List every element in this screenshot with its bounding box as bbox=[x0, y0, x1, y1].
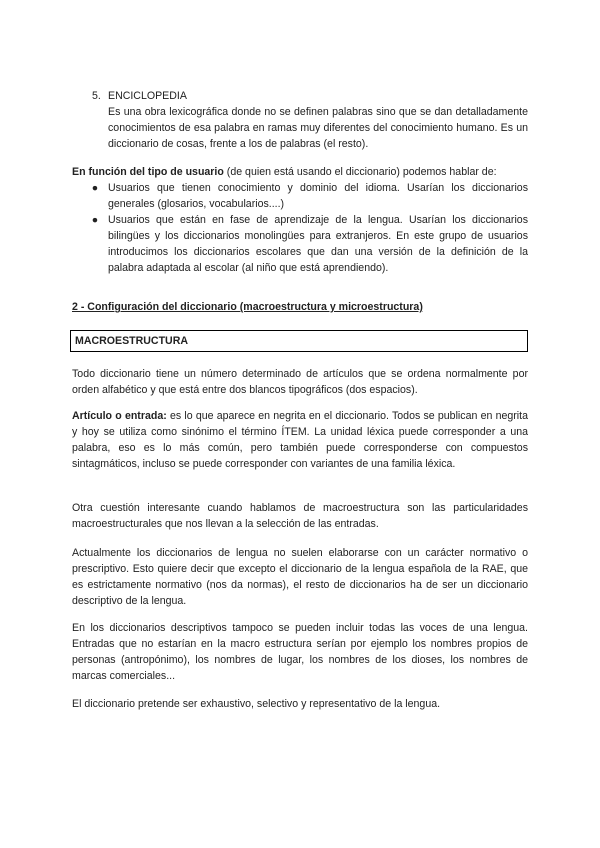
usuario-lead-rest: (de quien está usando el diccionario) podemos hablar de: bbox=[223, 166, 497, 178]
paragraph: Todo diccionario tiene un número determinado de artículos que se ordena normalmente por orden alfabético y que está entre dos blancos tipográficos (dos espacios). bbox=[72, 368, 528, 396]
bullet-item: Usuarios que están en fase de aprendizaje de la lengua. Usarían los diccionarios bilingües y los diccionarios monolingües para extranjeros. En este grupo de usuarios introducimos los diccionarios escolares que dan una versión de la definición de la palabra adaptada al escolar (al niño que está aprendiendo). bbox=[108, 214, 528, 274]
paragraph-articulo bbox=[72, 408, 528, 472]
bullet-item: Usuarios que tienen conocimiento y dominio del idioma. Usarían los diccionarios generales (glosarios, vocabularios....) bbox=[108, 182, 528, 210]
bullet-icon: ● bbox=[91, 182, 99, 194]
usuario-lead bbox=[72, 164, 528, 180]
list-item-encyclopedia bbox=[108, 88, 528, 152]
articulo-term: Artículo o entrada: bbox=[72, 410, 167, 422]
list-number: 5. bbox=[92, 90, 101, 102]
articulo-definition: es lo que aparece en negrita en el diccionario. Todos se publican en negrita y hoy se utiliza como sinónimo el término ÍTEM. La unidad léxica puede corresponder a una palabra, eso es lo más común, pero también puede corresponderse con compuestos sintagmáticos, incluso se puede corresponder con variantes de una familia léxica. bbox=[72, 410, 528, 470]
list-item-text: Es una obra lexicográfica donde no se definen palabras sino que se dan detalladamente conocimientos de esa palabra en ramas muy diferentes del conocimiento humano. Es un diccionario de cosas, frente a los de palabras (el resto). bbox=[108, 106, 528, 150]
paragraph: El diccionario pretende ser exhaustivo, selectivo y representativo de la lengua. bbox=[72, 698, 441, 710]
paragraph: En los diccionarios descriptivos tampoco se pueden incluir todas las voces de una lengua. Entradas que no estarían en la macro estructura serían por ejemplo los nombres propios de personas (antropónimo), los nombres de lugar, los nombres de los dioses, los nombres de marcas comerciales... bbox=[72, 622, 528, 682]
paragraph: Actualmente los diccionarios de lengua no suelen elaborarse con un carácter normativo o prescriptivo. Esto quiere decir que excepto el diccionario de la lengua española de la RAE, que es estrictamente normativo (nos da normas), el resto de diccionarios ha de ser un diccionario descriptivo de la lengua. bbox=[72, 547, 528, 607]
usuario-lead-bold: En función del tipo de usuario bbox=[72, 166, 224, 178]
bullet-icon: ● bbox=[91, 214, 99, 226]
paragraph: Otra cuestión interesante cuando hablamos de macroestructura son las particularidades macroestructurales que nos llevan a la selección de las entradas. bbox=[72, 502, 528, 530]
list-item-title: ENCICLOPEDIA bbox=[108, 90, 187, 102]
section-title: 2 - Configuración del diccionario (macroestructura y microestructura) bbox=[72, 301, 423, 313]
macroestructura-heading: MACROESTRUCTURA bbox=[70, 330, 528, 352]
